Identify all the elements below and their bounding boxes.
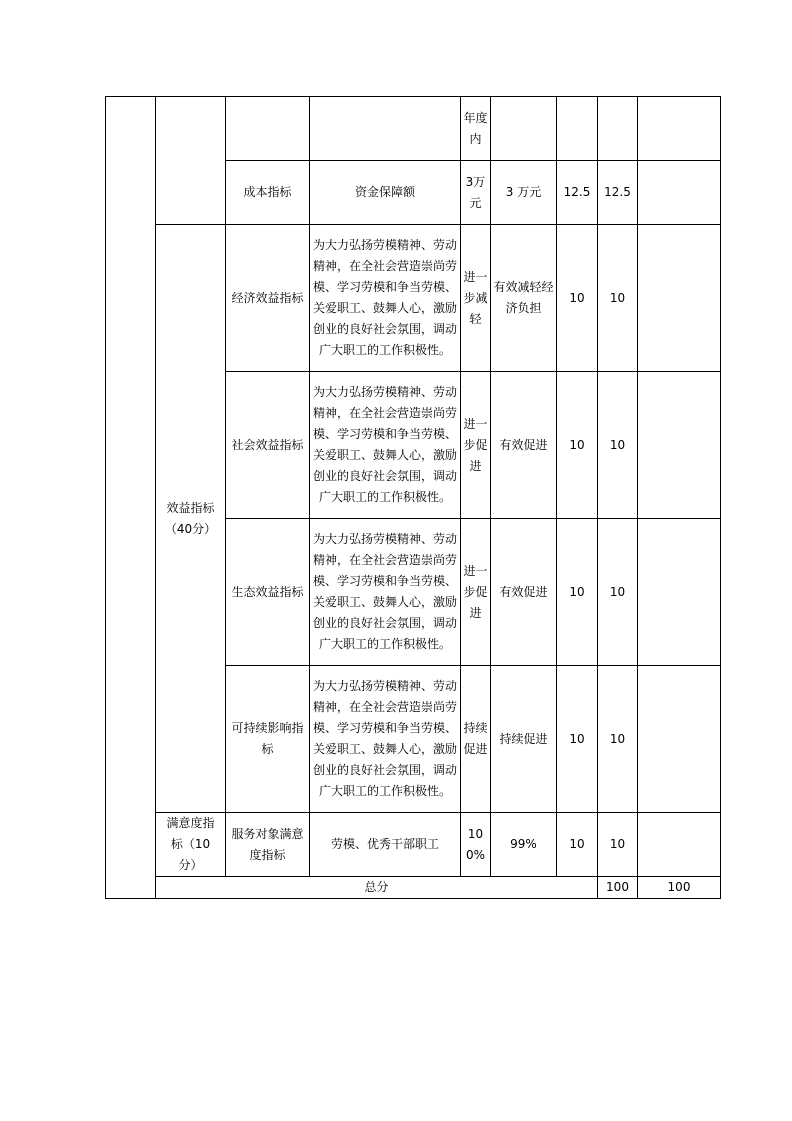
indicator-name-cell [310, 97, 461, 161]
total-label: 总分 [156, 877, 598, 899]
remark-cell [638, 161, 721, 225]
weight-value: 10 [557, 666, 598, 813]
score-value: 10 [598, 372, 638, 519]
score-value: 10 [598, 225, 638, 372]
target-value: 100% [461, 813, 491, 877]
target-value: 持续促进 [461, 666, 491, 813]
target-value: 年度内 [461, 97, 491, 161]
target-value: 进一步减轻 [461, 225, 491, 372]
actual-value: 持续促进 [491, 666, 557, 813]
remark-cell [638, 519, 721, 666]
weight-value: 12.5 [557, 161, 598, 225]
weight-value [557, 97, 598, 161]
actual-value: 有效促进 [491, 519, 557, 666]
indicator-description: 为大力弘扬劳模精神、劳动精神，在全社会营造崇尚劳模、学习劳模和争当劳模、关爱职工、鼓舞人心，激励创业的良好社会氛围，调动广大职工的工作积极性。 [310, 225, 461, 372]
remark-cell [638, 225, 721, 372]
level1-cell [106, 97, 156, 899]
cost-indicator-label: 成本指标 [226, 161, 310, 225]
weight-value: 10 [557, 225, 598, 372]
indicator-label: 社会效益指标 [226, 372, 310, 519]
target-value: 进一步促进 [461, 519, 491, 666]
total-score: 100 [638, 877, 721, 899]
satisfaction-category-label: 满意度指标（10分） [156, 813, 226, 877]
score-value: 10 [598, 813, 638, 877]
target-value: 进一步促进 [461, 372, 491, 519]
remark-cell [638, 372, 721, 519]
benefit-category-label: 效益指标（40分） [156, 225, 226, 813]
actual-value: 有效促进 [491, 372, 557, 519]
satisfaction-indicator-name: 劳模、优秀干部职工 [310, 813, 461, 877]
actual-value [491, 97, 557, 161]
target-value: 3万元 [461, 161, 491, 225]
weight-value: 10 [557, 372, 598, 519]
satisfaction-indicator-label: 服务对象满意度指标 [226, 813, 310, 877]
table-row [106, 813, 721, 877]
indicator-label: 生态效益指标 [226, 519, 310, 666]
remark-cell [638, 813, 721, 877]
weight-value: 10 [557, 813, 598, 877]
indicator-description: 为大力弘扬劳模精神、劳动精神，在全社会营造崇尚劳模、学习劳模和争当劳模、关爱职工、鼓舞人心，激励创业的良好社会氛围，调动广大职工的工作积极性。 [310, 372, 461, 519]
score-value: 10 [598, 519, 638, 666]
actual-value: 3 万元 [491, 161, 557, 225]
score-value: 12.5 [598, 161, 638, 225]
table-row [106, 225, 721, 372]
performance-table [105, 96, 721, 899]
score-value: 10 [598, 666, 638, 813]
total-weight: 100 [598, 877, 638, 899]
remark-cell [638, 97, 721, 161]
indicator-description: 为大力弘扬劳模精神、劳动精神，在全社会营造崇尚劳模、学习劳模和争当劳模、关爱职工、鼓舞人心，激励创业的良好社会氛围，调动广大职工的工作积极性。 [310, 666, 461, 813]
weight-value: 10 [557, 519, 598, 666]
cost-indicator-name: 资金保障额 [310, 161, 461, 225]
score-value [598, 97, 638, 161]
actual-value: 99% [491, 813, 557, 877]
level3-cell [226, 97, 310, 161]
level2-cell [156, 97, 226, 225]
indicator-label: 可持续影响指标 [226, 666, 310, 813]
indicator-description: 为大力弘扬劳模精神、劳动精神，在全社会营造崇尚劳模、学习劳模和争当劳模、关爱职工、鼓舞人心，激励创业的良好社会氛围，调动广大职工的工作积极性。 [310, 519, 461, 666]
indicator-label: 经济效益指标 [226, 225, 310, 372]
actual-value: 有效减轻经济负担 [491, 225, 557, 372]
remark-cell [638, 666, 721, 813]
total-row [106, 877, 721, 899]
table-row [106, 97, 721, 161]
